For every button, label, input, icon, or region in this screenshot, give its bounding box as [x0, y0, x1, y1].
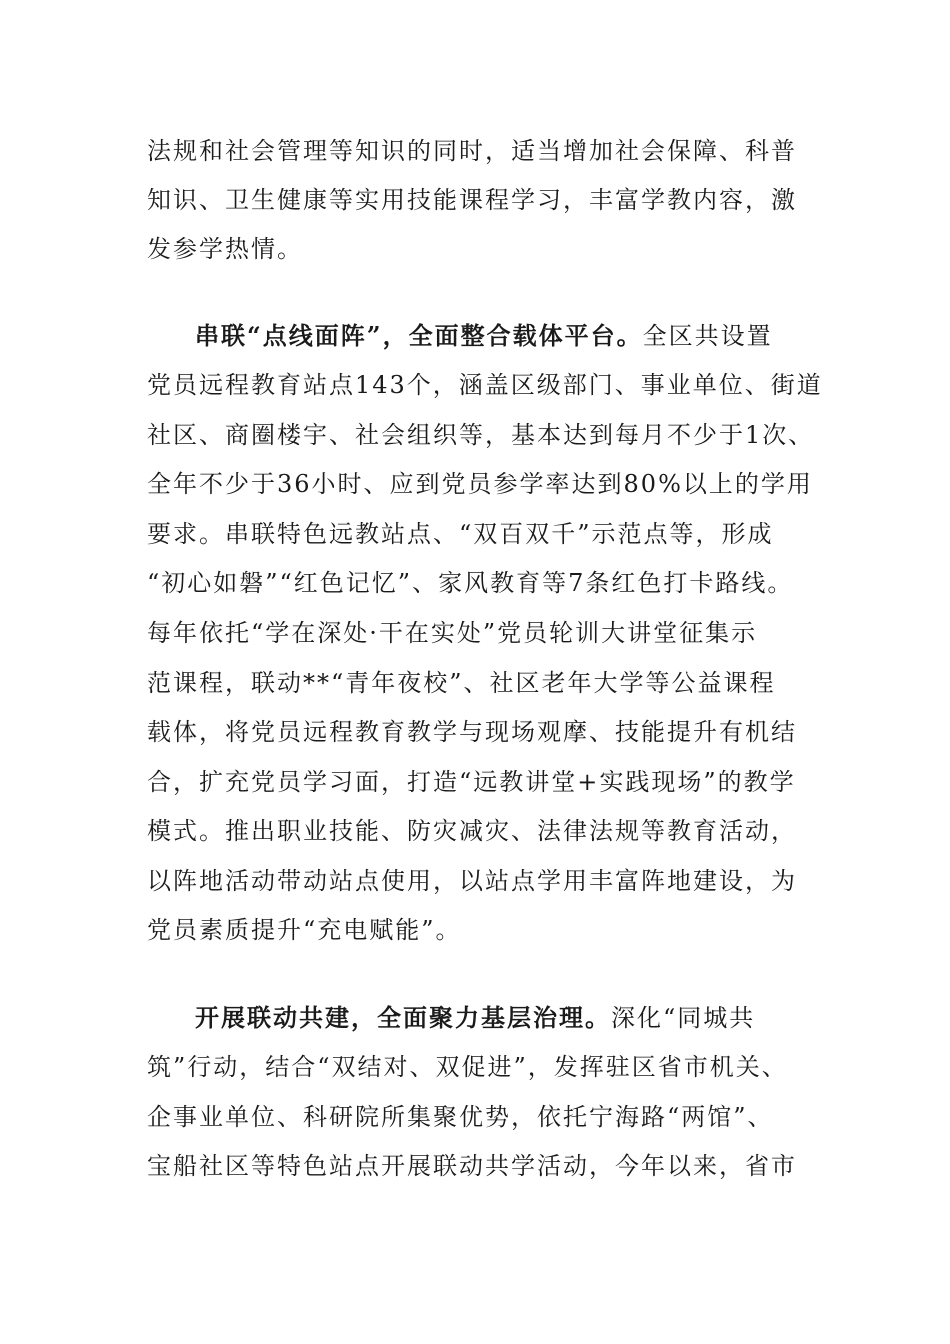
paragraph-2-line-12: 以阵地活动带动站点使用，以站点学用丰富阵地建设，为 — [147, 867, 797, 895]
paragraph-2-line-10: 合，扩充党员学习面，打造“远教讲堂+实践现场”的教学 — [147, 768, 796, 796]
paragraph-3-heading: 开展联动共建，全面聚力基层治理。 — [195, 1003, 611, 1032]
paragraph-2-line-3: 社区、商圈楼宇、社会组织等，基本达到每月不少于1次、 — [147, 421, 815, 449]
paragraph-2-line-5: 要求。串联特色远教站点、“双百双千”示范点等，形成 — [147, 520, 774, 548]
paragraph-1-line-2: 知识、卫生健康等实用技能课程学习，丰富学教内容，激 — [147, 186, 797, 214]
paragraph-2-line-13: 党员素质提升“充电赋能”。 — [147, 916, 462, 944]
paragraph-2-line-4: 全年不少于36小时、应到党员参学率达到80%以上的学用 — [147, 470, 813, 498]
paragraph-2-line-8: 范课程，联动**“青年夜校”、社区老年大学等公益课程 — [147, 669, 776, 697]
paragraph-3-line-1-rest: 深化“同城共 — [611, 1004, 756, 1032]
paragraph-2-line-1 — [195, 320, 773, 352]
paragraph-3-line-2: 筑”行动，结合“双结对、双促进”，发挥驻区省市机关、 — [147, 1053, 788, 1081]
paragraph-2-line-2: 党员远程教育站点143个，涵盖区级部门、事业单位、街道 — [147, 371, 823, 399]
paragraph-2-line-7: 每年依托“学在深处·干在实处”党员轮训大讲堂征集示 — [147, 619, 758, 647]
paragraph-2-line-9: 载体，将党员远程教育教学与现场观摩、技能提升有机结 — [147, 718, 797, 746]
paragraph-3-line-3: 企事业单位、科研院所集聚优势，依托宁海路“两馆”、 — [147, 1103, 774, 1131]
paragraph-3-line-1 — [195, 1002, 755, 1034]
paragraph-3-line-4: 宝船社区等特色站点开展联动共学活动，今年以来，省市 — [147, 1152, 797, 1180]
paragraph-2-line-6: “初心如磐”“红色记忆”、家风教育等7条红色打卡路线。 — [147, 569, 794, 597]
paragraph-1-line-3: 发参学热情。 — [147, 235, 303, 263]
paragraph-2-heading: 串联“点线面阵”，全面整合载体平台。 — [195, 321, 643, 350]
paragraph-2-line-1-rest: 全区共设置 — [642, 322, 773, 350]
paragraph-1-line-1: 法规和社会管理等知识的同时，适当增加社会保障、科普 — [147, 137, 797, 165]
paragraph-2-line-11: 模式。推出职业技能、防灾减灾、法律法规等教育活动， — [147, 817, 797, 845]
